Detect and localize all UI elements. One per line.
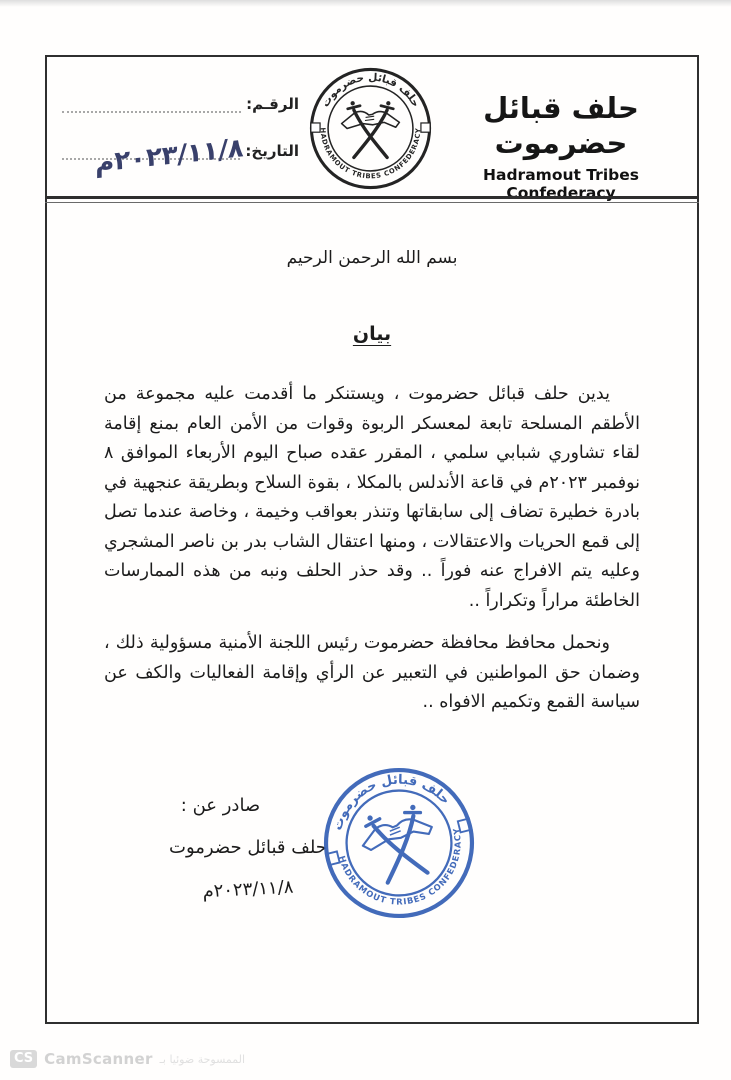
document-frame (45, 55, 699, 1024)
statement-title: بيان (352, 323, 392, 345)
org-name-english: Hadramout Tribes Confederacy (483, 165, 639, 202)
handshake-icon (342, 111, 400, 128)
ref-date-label: التاريخ: (245, 142, 299, 160)
reference-fields (59, 93, 299, 187)
issued-by-org: حلف قبائل حضرموت (169, 837, 327, 858)
seal-bottom-text: HADRAMOUT TRIBES CONFEDERACY (318, 127, 423, 181)
cs-badge-icon: CS (10, 1050, 37, 1068)
issued-by-label: صادر عن : (180, 795, 261, 816)
ref-number-row (59, 93, 299, 113)
org-name-arabic: حلف قبائل حضرموت (483, 91, 639, 160)
letterhead-org-block (433, 91, 689, 202)
statement-paragraph-1: يدين حلف قبائل حضرموت ، ويستنكر ما أقدمت عليه مجموعة من الأطقم المسلحة تابعة لمعسكر الربوة وقوات من الأمن العام بمنع إقامة لقاء تشاوري شبابي سلمي ، المقرر عقده صباح اليوم الأربعاء الموافق ٨ نوفمبر ٢٠٢٣م في قاعة الأندلس بالمكلا ، بقوة السلاح وبطريقة عنجهية في بادرة خطيرة تضاف إلى سابقاتها وتنذر بعواقب وخيمة ، وخاصة عندما تصل إلى قمع الحريات والاعتقالات ، ومنها اعتقال الشاب بدر بن ناصر المشجري وعليه يتم الافراج عنه فوراً .. وقد حذر الحلف ونبه من هذه الممارسات الخاطئة مراراً وتكراراً .. (104, 384, 640, 611)
stamp-crossed-daggers-icon (364, 803, 435, 884)
camscanner-note: الممسوحة ضوئيا بـ (159, 1052, 246, 1066)
ref-number-label: الرقـم: (246, 95, 299, 113)
org-seal-logo-icon (309, 67, 432, 190)
stamp-top-text: حلف قبائل حضرموت (330, 772, 453, 833)
camscanner-brand: CamScanner (44, 1050, 153, 1069)
crossed-daggers-icon (348, 101, 394, 157)
stamp-bottom-text: HADRAMOUT TRIBES CONFEDERACY (336, 826, 463, 907)
issued-date: ٢٠٢٣/١١/٨م (202, 876, 294, 903)
ref-date-line (62, 143, 240, 160)
basmala: بسم الله الرحمن الرحيم (286, 248, 458, 268)
ref-number-line (62, 96, 241, 113)
seal-top-text: حلف قبائل حضرموت (319, 71, 422, 110)
seal-logo-svg (309, 67, 432, 190)
ref-date-row (59, 140, 299, 160)
camscanner-watermark (10, 1050, 245, 1068)
letter-body (47, 199, 697, 718)
handwritten-date: ٢٠٢٣/١١/٨م (95, 133, 244, 179)
statement-paragraph-2: ونحمل محافظ محافظة حضرموت رئيس اللجنة الأمنية مسؤولية ذلك ، وضمان حق المواطنين في التعبير عن الرأي وإقامة الفعاليات والكف عن سياسة القمع وتكميم الافواه .. (104, 633, 640, 712)
